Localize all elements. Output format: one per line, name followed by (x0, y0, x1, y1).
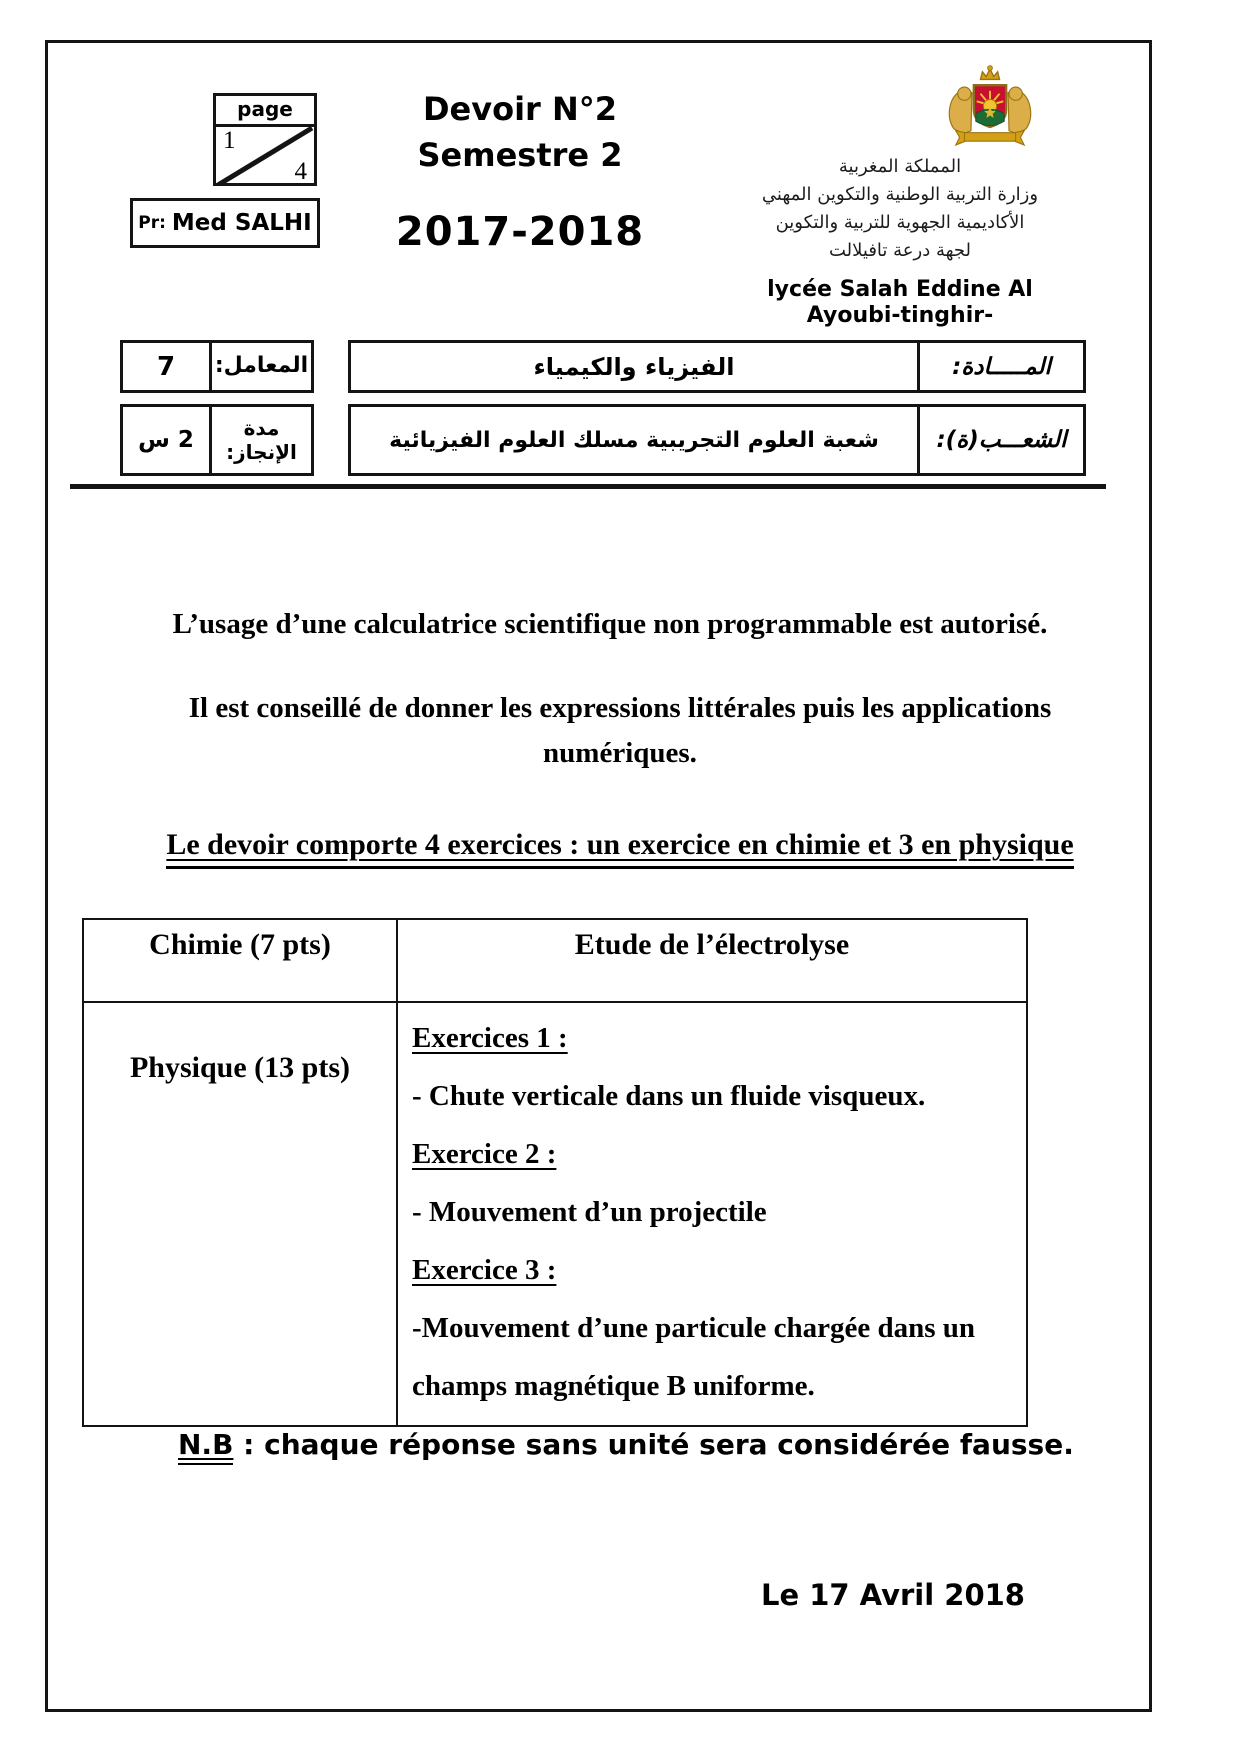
table-row-chimie (83, 919, 1027, 1002)
instruction-expressions: Il est conseillé de donner les expressions littérales puis les applications numériques. (188, 692, 1052, 769)
teacher-name: Med SALHI (171, 210, 312, 236)
chimie-label: Chimie (7 pts) (83, 919, 397, 1002)
exercise-2-topic: - Mouvement d’un projectile (412, 1196, 767, 1228)
ministry-line-academy: الأكاديمية الجهوية للتربية والتكوين (775, 212, 1025, 233)
exam-structure-heading-text: Le devoir comporte 4 exercices : un exercice en chimie et 3 en physique (166, 828, 1073, 869)
coefficient-value: 7 (156, 351, 176, 382)
ministry-block (690, 153, 1110, 265)
exercise-1-heading: Exercices 1 : (412, 1022, 568, 1054)
page-box-body (216, 127, 314, 186)
exercise-3-heading: Exercice 3 : (412, 1254, 557, 1286)
coefficient-label: المعامل: (209, 343, 311, 390)
morocco-coat-of-arms-icon (933, 64, 1047, 150)
duration-value: 2 س (138, 427, 194, 453)
header-divider (70, 484, 1106, 489)
ministry-line-kingdom: المملكة المغربية (838, 156, 962, 177)
instruction-calculator: L’usage d’une calculatrice scientifique non programmable est autorisé. (172, 608, 1048, 640)
school-name-line2: Ayoubi-tinghir- (806, 303, 994, 329)
exam-title: Devoir N°2 (422, 90, 618, 128)
nb-note (178, 1428, 1074, 1461)
nb-text: : chaque réponse sans unité sera considérée fausse. (233, 1428, 1074, 1461)
table-row-physique (83, 1002, 1027, 1426)
teacher-prefix: Pr: (138, 213, 166, 233)
branch-label: الشعـــب(ة): (917, 407, 1083, 473)
subject-value: الفيزياء والكيمياء (533, 352, 735, 381)
school-name (690, 277, 1110, 330)
exercise-1-topic: - Chute verticale dans un fluide visqueux. (412, 1080, 926, 1112)
ministry-line-region: لجهة درعة تافيلالت (828, 240, 972, 261)
title-block (350, 86, 690, 255)
page-number-box (213, 93, 317, 186)
page-box-header: page (216, 96, 314, 127)
physique-label: Physique (13 pts) (83, 1002, 397, 1426)
duration-box (120, 404, 314, 476)
semester-title: Semestre 2 (417, 136, 623, 175)
teacher-box (130, 198, 320, 248)
content-table (82, 918, 1028, 1427)
total-pages-number: 4 (294, 158, 307, 185)
school-name-line1: lycée Salah Eddine Al (767, 277, 1033, 302)
subject-box (348, 340, 1086, 393)
nb-label: N.B (178, 1428, 233, 1465)
physique-items (397, 1002, 1027, 1426)
school-year: 2017-2018 (395, 208, 645, 255)
duration-label: مدة الإنجاز: (209, 407, 311, 473)
exam-date: Le 17 Avril 2018 (760, 1578, 1025, 1612)
coefficient-box (120, 340, 314, 393)
exercise-2-heading: Exercice 2 : (412, 1138, 557, 1170)
branch-box (348, 404, 1086, 476)
exercise-3-topic: -Mouvement d’une particule chargée dans un champs magnétique B uniforme. (412, 1312, 976, 1402)
subject-label: المـــــادة: (917, 343, 1083, 390)
ministry-line-ministry: وزارة التربية الوطنية والتكوين المهني (761, 184, 1039, 205)
exam-structure-heading (70, 828, 1170, 869)
current-page-number: 1 (223, 127, 236, 154)
chimie-topic: Etude de l’électrolyse (397, 919, 1027, 1002)
branch-value: شعبة العلوم التجريبية مسلك العلوم الفيزيائية (389, 427, 879, 453)
